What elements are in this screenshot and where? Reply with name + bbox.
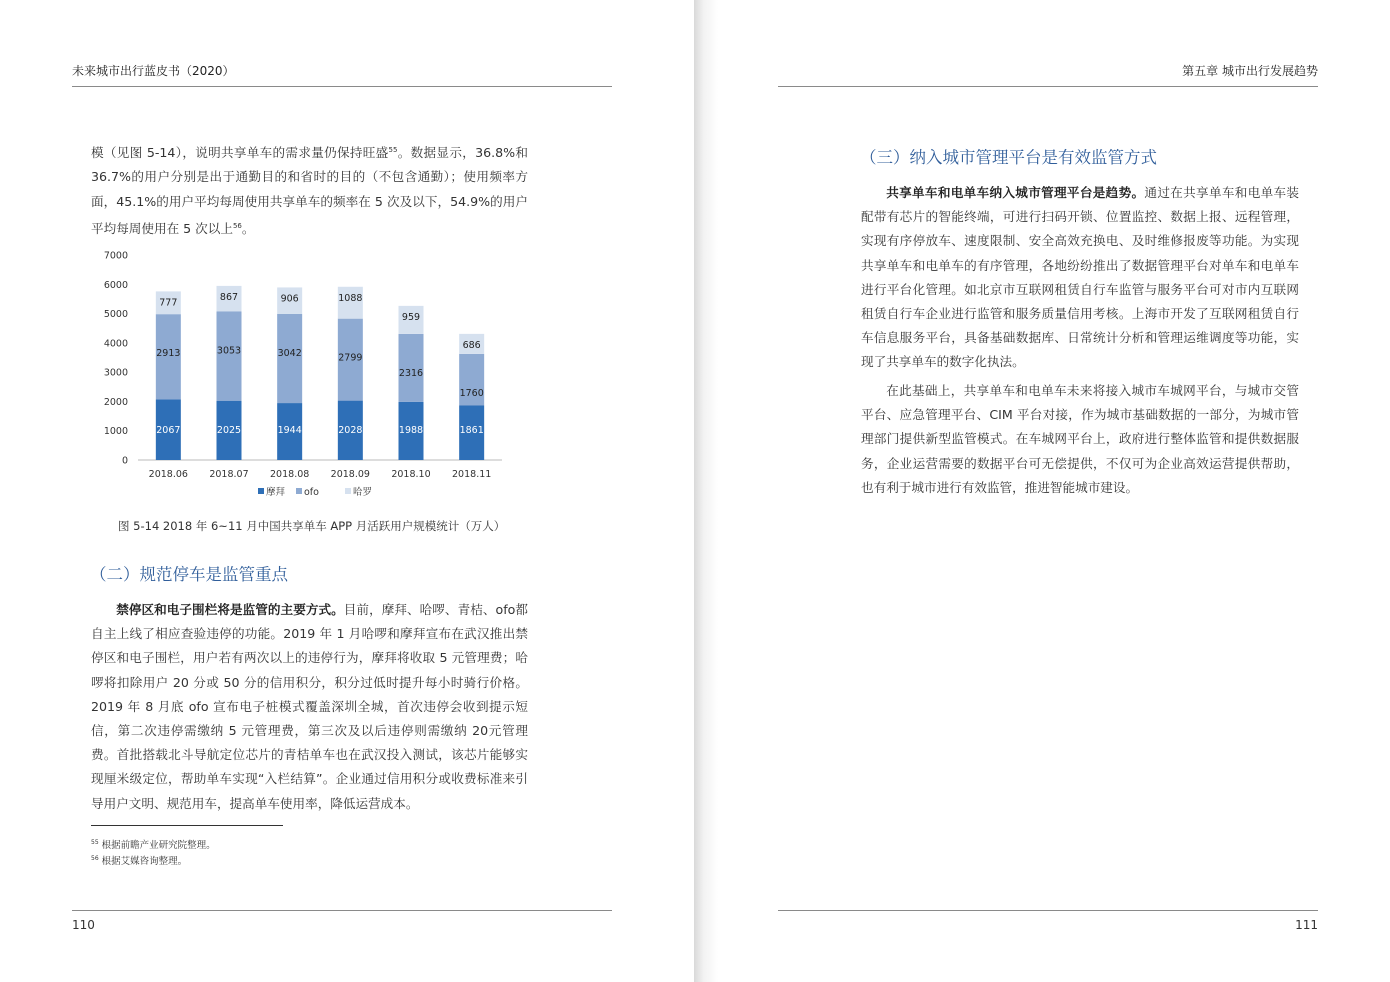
data-label: 1944 bbox=[277, 425, 302, 436]
y-tick-label: 4000 bbox=[103, 338, 128, 350]
data-label: 867 bbox=[219, 291, 239, 303]
right-p1-text: 通过在共享单车和电单车装配带有芯片的智能终端，可进行扫码开锁、位置监控、数据上报、远程管理，实现有序停放车、速度限制、安全高效充换电、及时维修报废等功能。为实现共享单车和电单车的有序管理，各地纷纷推出了数据管理平台对单车和电单车进行平台化管理。如北京市互联网租赁自行车监管与服务平台可对市内互联网租赁自行车企业进行监管和服务质量信用考核。上海市开发了互联网租赁自行车信息服务平台，具备基础数据库、日常统计分析和管理运维调度等功能，实现了共享单车的数字化执法。 bbox=[861, 185, 1300, 370]
footnote-56 bbox=[91, 851, 187, 869]
footnote-rule bbox=[91, 825, 283, 826]
data-label: 959 bbox=[401, 311, 421, 323]
y-tick-label: 1000 bbox=[103, 426, 128, 438]
data-label: 1760 bbox=[459, 387, 484, 399]
left-p1-text-2: 。数据显示，36.8%和36.7%的用户分别是出于通勤目的和省时的目的（不包含通勤）；使用频率方面，45.1%的用户平均每周使用共享单车的频率在 5 次及以下，54.9%的用户平均每周使用在 5 次以上 bbox=[91, 145, 528, 236]
legend-swatch bbox=[258, 488, 264, 494]
data-label: 2028 bbox=[338, 425, 363, 436]
footnote-num: 56 bbox=[91, 855, 99, 862]
figure-caption: 图 5-14 2018 年 6~11 月中国共享单车 APP 月活跃用户规模统计（万人） bbox=[118, 519, 506, 533]
legend-swatch bbox=[345, 488, 351, 494]
footnote-ref-56: 56 bbox=[232, 221, 242, 230]
data-label: 1861 bbox=[459, 425, 484, 436]
y-tick-label: 7000 bbox=[103, 250, 128, 262]
y-tick-label: 5000 bbox=[103, 309, 128, 321]
data-label: 1088 bbox=[338, 292, 363, 304]
left-running-header: 未来城市出行蓝皮书（2020） bbox=[72, 64, 235, 78]
left-page-number: 110 bbox=[72, 918, 95, 932]
data-label: 777 bbox=[159, 297, 178, 309]
x-tick-label: 2018.07 bbox=[209, 469, 249, 480]
x-tick-label: 2018.10 bbox=[391, 469, 431, 480]
right-paragraph-1 bbox=[861, 181, 1299, 375]
y-tick-label: 0 bbox=[121, 455, 128, 467]
footnote-text: 根据艾媒咨询整理。 bbox=[101, 856, 188, 868]
data-label: 906 bbox=[280, 293, 299, 305]
data-label: 2799 bbox=[338, 352, 363, 364]
data-label: 686 bbox=[462, 339, 481, 351]
data-label: 2913 bbox=[156, 348, 181, 360]
left-p2-text: 目前，摩拜、哈啰、青桔、ofo都自主上线了相应查验违停的功能。2019 年 1 月哈啰和摩拜宣布在武汉推出禁停区和电子围栏，用户若有两次以上的违停行为，摩拜将收取 5 元管理费；哈啰将扣除用户 20 分或 50 分的信用积分，积分过低时提升每小时骑行价格。2019 年 8 月底 ofo 宣布电子桩模式覆盖深圳全城，首次违停会收到提示短信，第二次违停需缴纳 5 元管理费，第三次及以后违停则需缴纳 20元管理费。首批搭载北斗导航定位芯片的青桔单车也在武汉投入测试，该芯片能够实现厘米级定位，帮助单车实现“入栏结算”。企业通过信用积分或收费标准来引导用户文明、规范用车，提高单车使用率，降低运营成本。 bbox=[91, 602, 528, 811]
left-p1-text-3: 。 bbox=[241, 220, 255, 236]
right-footer-rule bbox=[778, 910, 1318, 911]
stacked-bar-chart bbox=[90, 245, 530, 507]
data-label: 2025 bbox=[216, 425, 242, 436]
footnote-text: 根据前瞻产业研究院整理。 bbox=[101, 840, 216, 852]
left-paragraph-2 bbox=[91, 598, 528, 816]
x-tick-label: 2018.06 bbox=[148, 469, 188, 480]
left-p2-lead: 禁停区和电子围栏将是监管的主要方式。 bbox=[116, 602, 344, 617]
x-tick-label: 2018.11 bbox=[452, 469, 492, 480]
section-title-2: （二）规范停车是监管重点 bbox=[90, 565, 288, 584]
y-tick-label: 6000 bbox=[103, 279, 128, 291]
legend-label: 哈罗 bbox=[353, 487, 373, 498]
data-label: 3053 bbox=[216, 345, 242, 357]
footnote-ref-55: 55 bbox=[388, 146, 398, 154]
left-p1-text-1: 模（见图 5-14），说明共享单车的需求量仍保持旺盛 bbox=[91, 145, 389, 161]
left-footer-rule bbox=[72, 910, 612, 911]
data-label: 2316 bbox=[398, 367, 424, 379]
y-tick-label: 3000 bbox=[103, 367, 128, 379]
data-label: 1988 bbox=[398, 425, 424, 436]
right-paragraph-2: 在此基础上，共享单车和电单车未来将接入城市车城网平台，与城市交管平台、应急管理平台、CIM 平台对接，作为城市基础数据的一部分，为城市管理部门提供新型监管模式。在车城网平台上，政府进行整体监管和提供数据服务，企业运营需要的数据平台可无偿提供，不仅可为企业高效运营提供帮助，也有利于城市进行有效监管，推进智能城市建设。 bbox=[861, 383, 1299, 495]
footnote-num: 55 bbox=[91, 839, 99, 846]
data-label: 3042 bbox=[277, 347, 302, 359]
book-spine bbox=[694, 0, 718, 982]
legend-swatch bbox=[296, 488, 302, 494]
right-page-number: 111 bbox=[1295, 918, 1318, 932]
x-tick-label: 2018.08 bbox=[270, 469, 310, 480]
data-label: 2067 bbox=[156, 425, 181, 436]
right-p1-lead: 共享单车和电单车纳入城市管理平台是趋势。 bbox=[886, 185, 1145, 200]
right-running-header: 第五章 城市出行发展趋势 bbox=[1182, 64, 1318, 78]
x-tick-label: 2018.09 bbox=[330, 469, 370, 480]
left-header-rule bbox=[72, 86, 612, 87]
legend-label: ofo bbox=[304, 487, 319, 498]
y-tick-label: 2000 bbox=[103, 396, 128, 408]
right-header-rule bbox=[778, 86, 1318, 87]
left-paragraph-1 bbox=[91, 138, 528, 241]
legend-label: 摩拜 bbox=[266, 487, 286, 498]
section-title-3: （三）纳入城市管理平台是有效监管方式 bbox=[860, 148, 1157, 167]
